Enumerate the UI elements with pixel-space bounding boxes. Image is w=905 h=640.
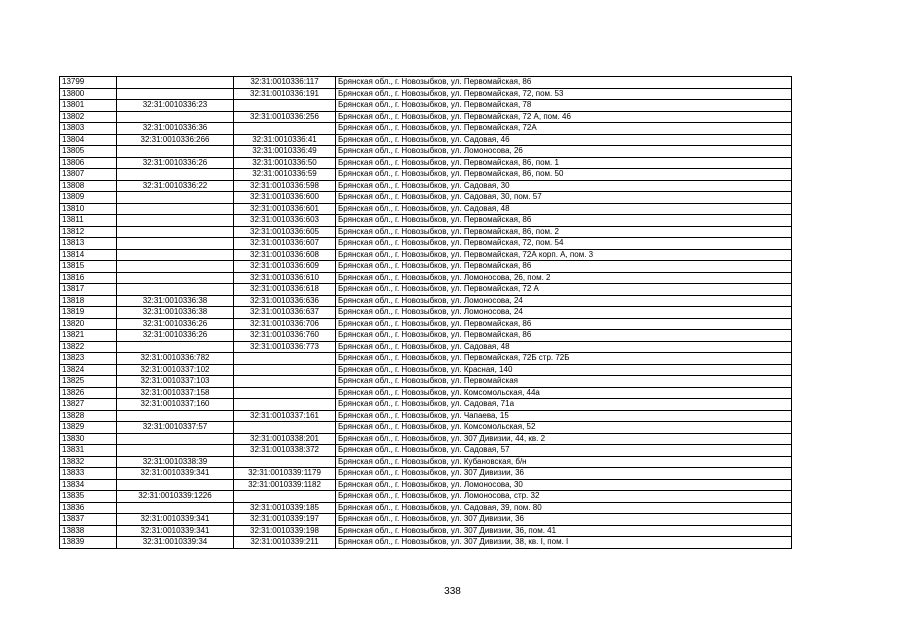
building-cadastral-number-cell: 32:31:0010336:598 xyxy=(234,180,336,192)
land-cadastral-number-cell: 32:31:0010337:160 xyxy=(117,399,234,411)
row-number-cell: 13836 xyxy=(60,502,117,514)
address-cell: Брянская обл., г. Новозыбков, ул. Первомайская, 72А xyxy=(336,123,792,135)
address-cell: Брянская обл., г. Новозыбков, ул. Садовая, 71а xyxy=(336,399,792,411)
table-row xyxy=(60,134,792,146)
address-cell: Брянская обл., г. Новозыбков, ул. Садовая, 57 xyxy=(336,445,792,457)
row-number-cell: 13813 xyxy=(60,238,117,250)
row-number-cell: 13837 xyxy=(60,514,117,526)
building-cadastral-number-cell: 32:31:0010339:1182 xyxy=(234,479,336,491)
table-row xyxy=(60,146,792,158)
building-cadastral-number-cell: 32:31:0010336:50 xyxy=(234,157,336,169)
address-cell: Брянская обл., г. Новозыбков, ул. Первомайская, 72 А xyxy=(336,284,792,296)
address-cell: Брянская обл., г. Новозыбков, ул. Садовая, 48 xyxy=(336,203,792,215)
building-cadastral-number-cell xyxy=(234,100,336,112)
building-cadastral-number-cell: 32:31:0010339:198 xyxy=(234,525,336,537)
row-number-cell: 13805 xyxy=(60,146,117,158)
address-cell: Брянская обл., г. Новозыбков, ул. Первомайская, 72Б стр. 72Б xyxy=(336,353,792,365)
address-cell: Брянская обл., г. Новозыбков, ул. Комсомольская, 44а xyxy=(336,387,792,399)
land-cadastral-number-cell: 32:31:0010339:341 xyxy=(117,525,234,537)
building-cadastral-number-cell: 32:31:0010337:161 xyxy=(234,410,336,422)
address-cell: Брянская обл., г. Новозыбков, ул. Первомайская, 86 xyxy=(336,261,792,273)
address-cell: Брянская обл., г. Новозыбков, ул. Первомайская, 86, пом. 1 xyxy=(336,157,792,169)
address-cell: Брянская обл., г. Новозыбков, ул. Первомайская, 86, пом. 2 xyxy=(336,226,792,238)
address-cell: Брянская обл., г. Новозыбков, ул. Комсомольская, 52 xyxy=(336,422,792,434)
land-cadastral-number-cell: 32:31:0010337:103 xyxy=(117,376,234,388)
table-row xyxy=(60,238,792,250)
table-row xyxy=(60,445,792,457)
building-cadastral-number-cell xyxy=(234,123,336,135)
land-cadastral-number-cell xyxy=(117,77,234,89)
table-row xyxy=(60,192,792,204)
row-number-cell: 13819 xyxy=(60,307,117,319)
building-cadastral-number-cell xyxy=(234,422,336,434)
address-cell: Брянская обл., г. Новозыбков, ул. Красная, 140 xyxy=(336,364,792,376)
building-cadastral-number-cell xyxy=(234,399,336,411)
address-cell: Брянская обл., г. Новозыбков, ул. Ломоносова, 26, пом. 2 xyxy=(336,272,792,284)
building-cadastral-number-cell xyxy=(234,376,336,388)
table-row xyxy=(60,387,792,399)
table-row xyxy=(60,215,792,227)
row-number-cell: 13828 xyxy=(60,410,117,422)
table-row xyxy=(60,353,792,365)
building-cadastral-number-cell: 32:31:0010336:760 xyxy=(234,330,336,342)
table-row xyxy=(60,502,792,514)
address-cell: Брянская обл., г. Новозыбков, ул. Первомайская, 86 xyxy=(336,77,792,89)
land-cadastral-number-cell xyxy=(117,410,234,422)
row-number-cell: 13799 xyxy=(60,77,117,89)
address-cell: Брянская обл., г. Новозыбков, ул. Садовая, 30 xyxy=(336,180,792,192)
table-row xyxy=(60,537,792,549)
land-cadastral-number-cell xyxy=(117,341,234,353)
address-cell: Брянская обл., г. Новозыбков, ул. Первомайская, 86 xyxy=(336,318,792,330)
table-row xyxy=(60,111,792,123)
building-cadastral-number-cell: 32:31:0010336:618 xyxy=(234,284,336,296)
row-number-cell: 13809 xyxy=(60,192,117,204)
building-cadastral-number-cell: 32:31:0010336:59 xyxy=(234,169,336,181)
land-cadastral-number-cell: 32:31:0010336:26 xyxy=(117,330,234,342)
land-cadastral-number-cell: 32:31:0010339:341 xyxy=(117,514,234,526)
land-cadastral-number-cell xyxy=(117,479,234,491)
building-cadastral-number-cell xyxy=(234,387,336,399)
table-row xyxy=(60,100,792,112)
row-number-cell: 13810 xyxy=(60,203,117,215)
address-cell: Брянская обл., г. Новозыбков, ул. Ломоносова, 24 xyxy=(336,295,792,307)
building-cadastral-number-cell xyxy=(234,456,336,468)
row-number-cell: 13822 xyxy=(60,341,117,353)
table-row xyxy=(60,180,792,192)
table-row xyxy=(60,261,792,273)
building-cadastral-number-cell: 32:31:0010336:608 xyxy=(234,249,336,261)
row-number-cell: 13830 xyxy=(60,433,117,445)
address-cell: Брянская обл., г. Новозыбков, ул. Ломоносова, 26 xyxy=(336,146,792,158)
land-cadastral-number-cell: 32:31:0010338:39 xyxy=(117,456,234,468)
building-cadastral-number-cell: 32:31:0010336:41 xyxy=(234,134,336,146)
land-cadastral-number-cell xyxy=(117,203,234,215)
building-cadastral-number-cell: 32:31:0010336:603 xyxy=(234,215,336,227)
land-cadastral-number-cell xyxy=(117,445,234,457)
table-row xyxy=(60,433,792,445)
table-row xyxy=(60,272,792,284)
building-cadastral-number-cell: 32:31:0010338:201 xyxy=(234,433,336,445)
row-number-cell: 13801 xyxy=(60,100,117,112)
row-number-cell: 13835 xyxy=(60,491,117,503)
table-row xyxy=(60,307,792,319)
building-cadastral-number-cell: 32:31:0010336:636 xyxy=(234,295,336,307)
address-cell: Брянская обл., г. Новозыбков, ул. 307 Дивизии, 36, пом. 41 xyxy=(336,525,792,537)
building-cadastral-number-cell: 32:31:0010336:607 xyxy=(234,238,336,250)
building-cadastral-number-cell: 32:31:0010336:191 xyxy=(234,88,336,100)
address-cell: Брянская обл., г. Новозыбков, ул. Первомайская, 72, пом. 53 xyxy=(336,88,792,100)
row-number-cell: 13812 xyxy=(60,226,117,238)
address-cell: Брянская обл., г. Новозыбков, ул. Первомайская, 72, пом. 54 xyxy=(336,238,792,250)
registry-table-body xyxy=(60,77,792,549)
land-cadastral-number-cell: 32:31:0010339:341 xyxy=(117,468,234,480)
land-cadastral-number-cell xyxy=(117,238,234,250)
address-cell: Брянская обл., г. Новозыбков, ул. Ломоносова, стр. 32 xyxy=(336,491,792,503)
table-row xyxy=(60,169,792,181)
building-cadastral-number-cell: 32:31:0010336:773 xyxy=(234,341,336,353)
land-cadastral-number-cell xyxy=(117,111,234,123)
land-cadastral-number-cell: 32:31:0010339:1226 xyxy=(117,491,234,503)
table-row xyxy=(60,479,792,491)
row-number-cell: 13838 xyxy=(60,525,117,537)
land-cadastral-number-cell xyxy=(117,88,234,100)
table-row xyxy=(60,514,792,526)
building-cadastral-number-cell: 32:31:0010339:1179 xyxy=(234,468,336,480)
table-row xyxy=(60,284,792,296)
land-cadastral-number-cell: 32:31:0010336:23 xyxy=(117,100,234,112)
address-cell: Брянская обл., г. Новозыбков, ул. 307 Дивизии, 36 xyxy=(336,514,792,526)
table-row xyxy=(60,456,792,468)
row-number-cell: 13808 xyxy=(60,180,117,192)
land-cadastral-number-cell: 32:31:0010336:26 xyxy=(117,318,234,330)
row-number-cell: 13815 xyxy=(60,261,117,273)
land-cadastral-number-cell xyxy=(117,215,234,227)
address-cell: Брянская обл., г. Новозыбков, ул. Первомайская xyxy=(336,376,792,388)
land-cadastral-number-cell xyxy=(117,284,234,296)
table-row xyxy=(60,249,792,261)
address-cell: Брянская обл., г. Новозыбков, ул. 307 Дивизии, 36 xyxy=(336,468,792,480)
building-cadastral-number-cell: 32:31:0010336:49 xyxy=(234,146,336,158)
row-number-cell: 13804 xyxy=(60,134,117,146)
row-number-cell: 13814 xyxy=(60,249,117,261)
building-cadastral-number-cell: 32:31:0010339:185 xyxy=(234,502,336,514)
row-number-cell: 13823 xyxy=(60,353,117,365)
table-row xyxy=(60,341,792,353)
land-cadastral-number-cell: 32:31:0010336:38 xyxy=(117,307,234,319)
table-row xyxy=(60,468,792,480)
building-cadastral-number-cell: 32:31:0010336:706 xyxy=(234,318,336,330)
table-row xyxy=(60,295,792,307)
table-row xyxy=(60,410,792,422)
building-cadastral-number-cell: 32:31:0010336:256 xyxy=(234,111,336,123)
row-number-cell: 13827 xyxy=(60,399,117,411)
land-cadastral-number-cell xyxy=(117,433,234,445)
registry-table xyxy=(59,76,792,549)
table-row xyxy=(60,525,792,537)
building-cadastral-number-cell: 32:31:0010336:601 xyxy=(234,203,336,215)
building-cadastral-number-cell: 32:31:0010339:211 xyxy=(234,537,336,549)
building-cadastral-number-cell: 32:31:0010336:610 xyxy=(234,272,336,284)
address-cell: Брянская обл., г. Новозыбков, ул. Первомайская, 72 А, пом. 46 xyxy=(336,111,792,123)
building-cadastral-number-cell: 32:31:0010339:197 xyxy=(234,514,336,526)
address-cell: Брянская обл., г. Новозыбков, ул. Садовая, 48 xyxy=(336,341,792,353)
row-number-cell: 13833 xyxy=(60,468,117,480)
building-cadastral-number-cell xyxy=(234,364,336,376)
address-cell: Брянская обл., г. Новозыбков, ул. Первомайская, 86 xyxy=(336,330,792,342)
row-number-cell: 13802 xyxy=(60,111,117,123)
row-number-cell: 13820 xyxy=(60,318,117,330)
address-cell: Брянская обл., г. Новозыбков, ул. Садовая, 39, пом. 80 xyxy=(336,502,792,514)
row-number-cell: 13821 xyxy=(60,330,117,342)
address-cell: Брянская обл., г. Новозыбков, ул. Первомайская, 72А корп. А, пом. 3 xyxy=(336,249,792,261)
address-cell: Брянская обл., г. Новозыбков, ул. 307 Дивизии, 38, кв. I, пом. I xyxy=(336,537,792,549)
table-row xyxy=(60,364,792,376)
row-number-cell: 13839 xyxy=(60,537,117,549)
row-number-cell: 13818 xyxy=(60,295,117,307)
row-number-cell: 13825 xyxy=(60,376,117,388)
row-number-cell: 13826 xyxy=(60,387,117,399)
registry-table-container xyxy=(59,76,792,549)
address-cell: Брянская обл., г. Новозыбков, ул. Чапаева, 15 xyxy=(336,410,792,422)
page-number: 338 xyxy=(444,586,461,597)
row-number-cell: 13816 xyxy=(60,272,117,284)
table-row xyxy=(60,157,792,169)
table-row xyxy=(60,491,792,503)
land-cadastral-number-cell xyxy=(117,192,234,204)
table-row xyxy=(60,330,792,342)
table-row xyxy=(60,376,792,388)
land-cadastral-number-cell: 32:31:0010337:102 xyxy=(117,364,234,376)
row-number-cell: 13803 xyxy=(60,123,117,135)
land-cadastral-number-cell: 32:31:0010336:38 xyxy=(117,295,234,307)
building-cadastral-number-cell xyxy=(234,353,336,365)
land-cadastral-number-cell xyxy=(117,502,234,514)
building-cadastral-number-cell: 32:31:0010336:609 xyxy=(234,261,336,273)
row-number-cell: 13807 xyxy=(60,169,117,181)
row-number-cell: 13817 xyxy=(60,284,117,296)
row-number-cell: 13829 xyxy=(60,422,117,434)
address-cell: Брянская обл., г. Новозыбков, ул. Кубановская, б/н xyxy=(336,456,792,468)
table-row xyxy=(60,77,792,89)
land-cadastral-number-cell: 32:31:0010336:36 xyxy=(117,123,234,135)
land-cadastral-number-cell: 32:31:0010336:26 xyxy=(117,157,234,169)
row-number-cell: 13831 xyxy=(60,445,117,457)
land-cadastral-number-cell: 32:31:0010336:266 xyxy=(117,134,234,146)
address-cell: Брянская обл., г. Новозыбков, ул. Первомайская, 78 xyxy=(336,100,792,112)
row-number-cell: 13832 xyxy=(60,456,117,468)
table-row xyxy=(60,422,792,434)
land-cadastral-number-cell: 32:31:0010339:34 xyxy=(117,537,234,549)
land-cadastral-number-cell xyxy=(117,226,234,238)
table-row xyxy=(60,318,792,330)
table-row xyxy=(60,203,792,215)
land-cadastral-number-cell: 32:31:0010336:782 xyxy=(117,353,234,365)
building-cadastral-number-cell: 32:31:0010336:637 xyxy=(234,307,336,319)
land-cadastral-number-cell xyxy=(117,169,234,181)
table-row xyxy=(60,123,792,135)
row-number-cell: 13806 xyxy=(60,157,117,169)
building-cadastral-number-cell: 32:31:0010338:372 xyxy=(234,445,336,457)
land-cadastral-number-cell xyxy=(117,261,234,273)
land-cadastral-number-cell: 32:31:0010337:158 xyxy=(117,387,234,399)
building-cadastral-number-cell: 32:31:0010336:605 xyxy=(234,226,336,238)
address-cell: Брянская обл., г. Новозыбков, ул. 307 Дивизии, 44, кв. 2 xyxy=(336,433,792,445)
land-cadastral-number-cell xyxy=(117,272,234,284)
building-cadastral-number-cell: 32:31:0010336:600 xyxy=(234,192,336,204)
row-number-cell: 13834 xyxy=(60,479,117,491)
address-cell: Брянская обл., г. Новозыбков, ул. Садовая, 30, пом. 57 xyxy=(336,192,792,204)
land-cadastral-number-cell: 32:31:0010337:57 xyxy=(117,422,234,434)
address-cell: Брянская обл., г. Новозыбков, ул. Садовая, 46 xyxy=(336,134,792,146)
address-cell: Брянская обл., г. Новозыбков, ул. Первомайская, 86 xyxy=(336,215,792,227)
row-number-cell: 13824 xyxy=(60,364,117,376)
address-cell: Брянская обл., г. Новозыбков, ул. Первомайская, 86, пом. 50 xyxy=(336,169,792,181)
address-cell: Брянская обл., г. Новозыбков, ул. Ломоносова, 24 xyxy=(336,307,792,319)
table-row xyxy=(60,226,792,238)
table-row xyxy=(60,399,792,411)
land-cadastral-number-cell xyxy=(117,249,234,261)
row-number-cell: 13811 xyxy=(60,215,117,227)
land-cadastral-number-cell: 32:31:0010336:22 xyxy=(117,180,234,192)
table-row xyxy=(60,88,792,100)
building-cadastral-number-cell: 32:31:0010336:117 xyxy=(234,77,336,89)
address-cell: Брянская обл., г. Новозыбков, ул. Ломоносова, 30 xyxy=(336,479,792,491)
building-cadastral-number-cell xyxy=(234,491,336,503)
land-cadastral-number-cell xyxy=(117,146,234,158)
row-number-cell: 13800 xyxy=(60,88,117,100)
